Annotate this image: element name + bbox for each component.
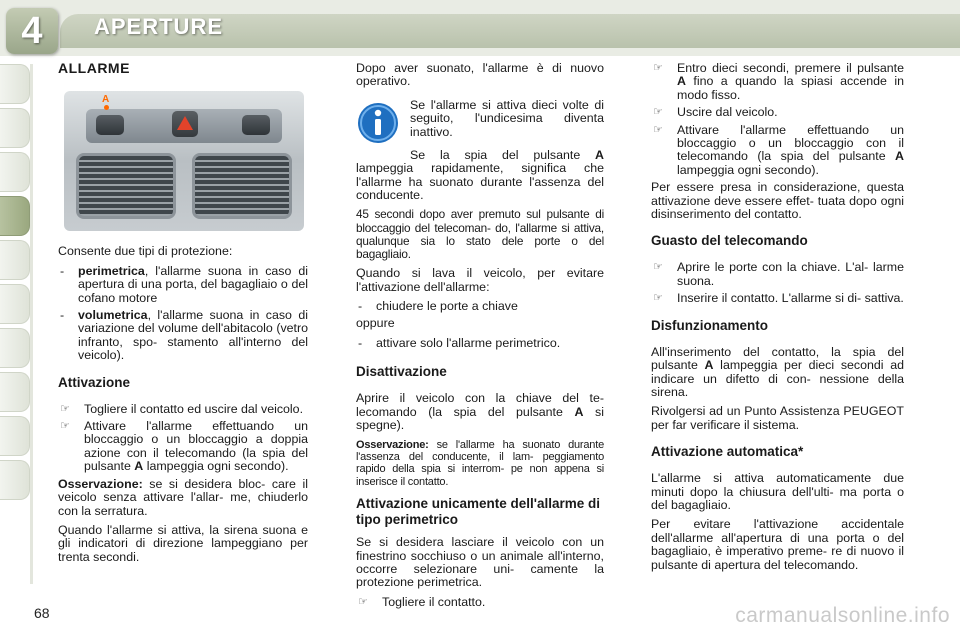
button-key: A [677, 74, 686, 89]
paragraph: Per essere presa in considerazione, questa attivazione deve essere effet- tuata dopo ogni disinserimento del contatto. [651, 180, 904, 222]
paragraph-text: lampeggia per dieci secondi ad indicare un difetto di con- nessione della sirena. [651, 358, 904, 399]
chapter-number: 4 [21, 10, 43, 52]
info-box [356, 99, 604, 149]
chapter-tabs [0, 64, 32, 504]
paragraph [356, 392, 604, 432]
section-title-attivazione: Attivazione [58, 374, 131, 390]
intro-text: Consente due tipi di protezione: [58, 244, 233, 259]
paragraph: 45 secondi dopo aver premuto sul pulsante di bloccaggio del telecoman- do, l'allarme si attiva, qualunque sia lo stato dele porte o del bagagliaio. [356, 207, 604, 262]
bullet-text: Uscire dal veicolo. [677, 105, 778, 120]
paragraph: Se la spia del pulsante [410, 147, 596, 162]
bullet-text: Togliere il contatto ed uscire dal veicolo. [84, 401, 304, 416]
button-key: A [134, 459, 144, 474]
paragraph-text: All'inserimento del contatto, la spia del pulsante [651, 344, 904, 373]
pointing-hand-icon: ☞ [653, 123, 663, 136]
paragraph: L'allarme si attiva automaticamente due minuti dopo la chiusura dell'ulti- ma porta o del bagagliaio. [651, 471, 904, 512]
pointing-hand-icon: ☞ [653, 292, 663, 305]
chapter-tab[interactable] [0, 152, 30, 192]
button-key: A [574, 404, 584, 419]
bullet-text: lampeggia ogni secondo). [143, 459, 289, 474]
bullet-text: Aprire le porte con la chiave. L'al- larme suona. [677, 260, 904, 288]
button-key: A [595, 147, 604, 162]
dash-symbol: - [358, 335, 363, 350]
dash-symbol: - [60, 308, 65, 323]
list-item [58, 309, 308, 363]
chapter-tab[interactable] [0, 372, 30, 412]
chapter-tab-active[interactable] [0, 196, 30, 236]
button-key: A [895, 149, 904, 164]
hazard-icon [177, 116, 193, 130]
chapter-tab[interactable] [0, 460, 30, 500]
observation-text: se si desidera bloc- care il veicolo senza attivare l'allar- me, chiuderlo con la serratura. [58, 476, 308, 518]
info-icon [356, 101, 400, 145]
chapter-tab[interactable] [0, 416, 30, 456]
watermark: carmanualsonline.info [735, 604, 950, 627]
term-description: , l'allarme suona in caso di variazione del volume dell'abitacolo (vetro infranto, spo- stamento all'interno del veicolo). [78, 308, 308, 363]
chapter-tab[interactable] [0, 284, 30, 324]
paragraph [651, 346, 904, 400]
dash-symbol: - [60, 263, 65, 278]
list-item [58, 420, 308, 474]
bullet-text: fino a quando la spiasi accende in modo fisso. [677, 74, 904, 102]
observation-label: Osservazione: [356, 438, 429, 451]
observation [58, 478, 308, 518]
button-a-marker: A [102, 94, 110, 106]
paragraph: Rivolgersi ad un Punto Assistenza PEUGEOT per far verificare il sistema. [651, 404, 904, 432]
button-key: A [704, 358, 714, 373]
page-number: 68 [34, 605, 50, 621]
paragraph-text: Aprire il veicolo con la chiave del te- lecomando (la spia del pulsante [356, 391, 604, 419]
air-vent-left [76, 153, 176, 219]
page-title: APERTURE [94, 14, 224, 39]
info-text-2 [356, 149, 604, 203]
pointing-hand-icon: ☞ [60, 402, 70, 415]
section-title-perimetrico: Attivazione unicamente dell'allarme di tipo perimetrico [356, 496, 601, 528]
list-item [651, 292, 904, 305]
section-title-automatica: Attivazione automatica* [651, 444, 804, 460]
list-item [651, 124, 904, 178]
bullet-text: lampeggia ogni secondo). [677, 162, 819, 177]
bullet-text: Attivare l'allarme effettuando un bloccaggio o un bloccaggio a doppia azione con il telecomando (la spia del pulsante [84, 419, 308, 474]
section-title-disfunzionamento: Disfunzionamento [651, 317, 768, 333]
term-description: , l'allarme suona in caso di apertura di una porta, del bagagliaio o del cofano motore [78, 263, 308, 305]
list-item [356, 596, 604, 609]
paragraph: Quando si lava il veicolo, per evitare l'attivazione dell'allarme: [356, 266, 604, 294]
chapter-tab[interactable] [0, 328, 30, 368]
dash-text: attivare solo l'allarme perimetrico. [376, 335, 561, 350]
dash-symbol: - [358, 299, 363, 314]
chapter-badge [6, 8, 58, 54]
list-item [356, 300, 604, 313]
column-3 [651, 62, 904, 578]
column-2 [356, 62, 604, 613]
dash-text: chiudere le porte a chiave [376, 299, 518, 314]
hazard-button [172, 111, 198, 137]
list-item [651, 62, 904, 102]
section-title-disattivazione: Disattivazione [356, 364, 447, 380]
bullet-text: Inserire il contatto. L'allarme si di- sattiva. [677, 291, 904, 306]
pointing-hand-icon: ☞ [60, 420, 70, 433]
observation [356, 439, 604, 489]
pointing-hand-icon: ☞ [653, 106, 663, 119]
air-vent-right [192, 153, 292, 219]
chapter-tab[interactable] [0, 240, 30, 280]
list-item [58, 265, 308, 305]
pointing-hand-icon: ☞ [653, 261, 663, 274]
column-1 [58, 62, 308, 570]
section-title-guasto: Guasto del telecomando [651, 233, 808, 249]
paragraph: Per evitare l'attivazione accidentale dell'allarme all'apertura di una porta o del bagagliaio, è imperativo preme- re di nuovo il pulsante di apertura del telecomando. [651, 517, 904, 572]
observation-text: se l'allarme ha suonato durante l'assenza del conducente, il lam- peggiamento rapido della spia si interrom- pe non appena si inserisce il contatto. [356, 438, 604, 488]
bullet-text: Attivare l'allarme effettuando un bloccaggio o un bloccaggio con il telecomando (la spia del pulsante [677, 122, 904, 164]
list-item [356, 337, 604, 350]
chapter-tab[interactable] [0, 108, 30, 148]
list-item [58, 403, 308, 416]
term-perimetrica: perimetrica [78, 263, 145, 278]
info-text: Se l'allarme si attiva dieci volte di seguito, l'undicesima diventa inattivo. [410, 97, 604, 139]
paragraph: Quando l'allarme si attiva, la sirena suona e gli indicatori di direzione lampeggiano per trenta secondi. [58, 522, 308, 564]
list-item [651, 106, 904, 119]
pointing-hand-icon: ☞ [653, 62, 663, 74]
lock-button [242, 115, 270, 135]
observation-label: Osservazione: [58, 476, 143, 491]
paragraph: lampeggia rapidamente, significa che l'allarme ha suonato durante l'assenza del conducente. [356, 161, 604, 203]
bullet-text: Togliere il contatto. [382, 594, 486, 609]
list-item [651, 261, 904, 288]
paragraph: Dopo aver suonato, l'allarme è di nuovo operativo. [356, 61, 604, 89]
dashboard-photo [64, 91, 304, 231]
term-volumetrica: volumetrica [78, 308, 148, 323]
paragraph-text: si spegne). [356, 404, 604, 433]
bullet-text: Entro dieci secondi, premere il pulsante [677, 61, 904, 75]
paragraph: oppure [356, 316, 395, 331]
paragraph: Se si desidera lasciare il veicolo con un finestrino socchiuso o un animale all'interno, occorre selezionare uni- camente la protezione perimetrica. [356, 535, 604, 590]
pointing-hand-icon: ☞ [358, 595, 368, 608]
chapter-tab[interactable] [0, 64, 30, 104]
alarm-button [96, 115, 124, 135]
section-title-allarme: ALLARME [58, 60, 130, 76]
